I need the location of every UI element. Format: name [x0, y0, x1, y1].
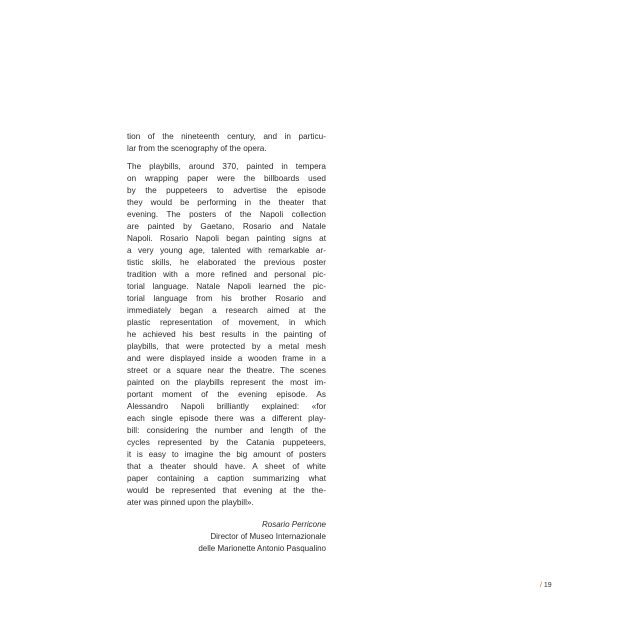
text-line: playbills, that were protected by a metal mesh	[127, 342, 326, 351]
text-line: torial language from his brother Rosario and	[127, 294, 326, 303]
text-line: immediately began a research aimed at the	[127, 306, 326, 315]
text-line: tistic skills, he elaborated the previous poster	[127, 258, 326, 267]
text-line: torial language. Natale Napoli learned the pic-	[127, 282, 326, 291]
text-line: The playbills, around 370, painted in tempera	[127, 162, 326, 171]
text-line: they would be performing in the theater that	[127, 198, 326, 207]
paragraph-2	[127, 161, 326, 509]
author-name: Rosario Perricone	[261, 520, 326, 529]
text-line: evening. The posters of the Napoli collection	[127, 210, 326, 219]
text-line: lar from the scenography of the opera.	[127, 144, 267, 153]
text-line: Alessandro Napoli brilliantly explained: «for	[127, 402, 326, 411]
text-line: he achieved his best results in the painting of	[127, 330, 326, 339]
text-line: paper containing a caption summarizing what	[127, 474, 326, 483]
text-line: would be represented that evening at the the-	[127, 486, 326, 495]
text-line: by the puppeteers to advertise the episode	[127, 186, 326, 195]
paragraph-1	[127, 131, 326, 155]
text-line: portant moment of the evening episode. As	[127, 390, 326, 399]
page-number-value: 19	[543, 582, 552, 589]
text-line: that a theater should have. A sheet of white	[127, 462, 326, 471]
text-line: painted on the playbills represent the most im-	[127, 378, 326, 387]
page-number	[540, 581, 552, 591]
text-line: Napoli. Rosario Napoli began painting signs at	[127, 234, 326, 243]
text-line: bill: considering the number and length of the	[127, 426, 326, 435]
text-line: street or a square near the theatre. The scenes	[127, 366, 326, 375]
text-line: cycles represented by the Catania puppeteers,	[127, 438, 326, 447]
text-line: are painted by Gaetano, Rosario and Natale	[127, 222, 326, 231]
text-line: each single episode there was a different play-	[127, 414, 326, 423]
author-signature	[198, 519, 326, 555]
author-role-line-1: Director of Museo Internazionale	[210, 532, 326, 541]
text-line: plastic representation of movement, in which	[127, 318, 326, 327]
text-line: it is easy to imagine the big amount of posters	[127, 450, 326, 459]
text-line: and were displayed inside a wooden frame in a	[127, 354, 326, 363]
text-line: ater was pinned upon the playbill».	[127, 498, 254, 507]
text-line: a very young age, talented with remarkable ar-	[127, 246, 326, 255]
text-line: tradition with a more refined and personal pic-	[127, 270, 326, 279]
text-line: on wrapping paper were the billboards used	[127, 174, 326, 183]
author-role-line-2: delle Marionette Antonio Pasqualino	[198, 544, 326, 553]
page-number-separator: /	[540, 582, 542, 589]
article-body	[127, 131, 326, 515]
text-line: tion of the nineteenth century, and in particu-	[127, 132, 326, 141]
